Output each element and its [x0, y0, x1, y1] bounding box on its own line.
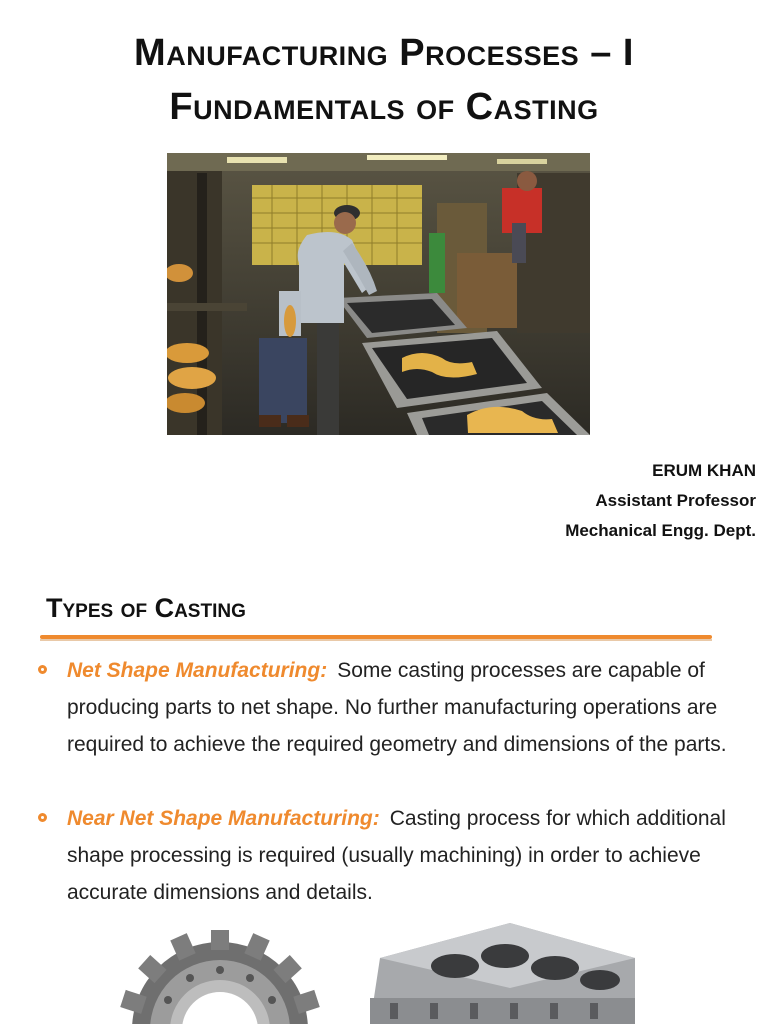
bullet-near-net-shape: [38, 800, 728, 911]
slide-title-line-1: Manufacturing Processes – I: [134, 32, 634, 74]
bullet-description: Casting process for which additional shape processing is required (usually machining) in order to achieve accurate dimensions and details.: [67, 807, 726, 904]
bullet-circle-icon: [38, 665, 47, 674]
bullet-description: Some casting processes are capable of producing parts to net shape. No further manufacturing operations are required to achieve the required geometry and dimensions of the parts.: [67, 659, 727, 756]
slide-title-line-2: Fundamentals of Casting: [169, 86, 599, 128]
bullet-term: Net Shape Manufacturing:: [67, 659, 328, 682]
bullet-net-shape: [38, 652, 728, 763]
author-department: Mechanical Engg. Dept.: [565, 521, 756, 540]
foundry-worker-photo: [167, 153, 590, 435]
author-position: Assistant Professor: [595, 491, 756, 510]
engine-block-image: [360, 918, 645, 1024]
bullet-term: Near Net Shape Manufacturing:: [67, 807, 380, 830]
title-divider-shadow: [40, 639, 712, 641]
section-title: Types of Casting: [46, 593, 246, 623]
author-name: ERUM KHAN: [652, 461, 756, 480]
bullet-circle-icon: [38, 813, 47, 822]
sprocket-gear-image: [118, 930, 323, 1024]
